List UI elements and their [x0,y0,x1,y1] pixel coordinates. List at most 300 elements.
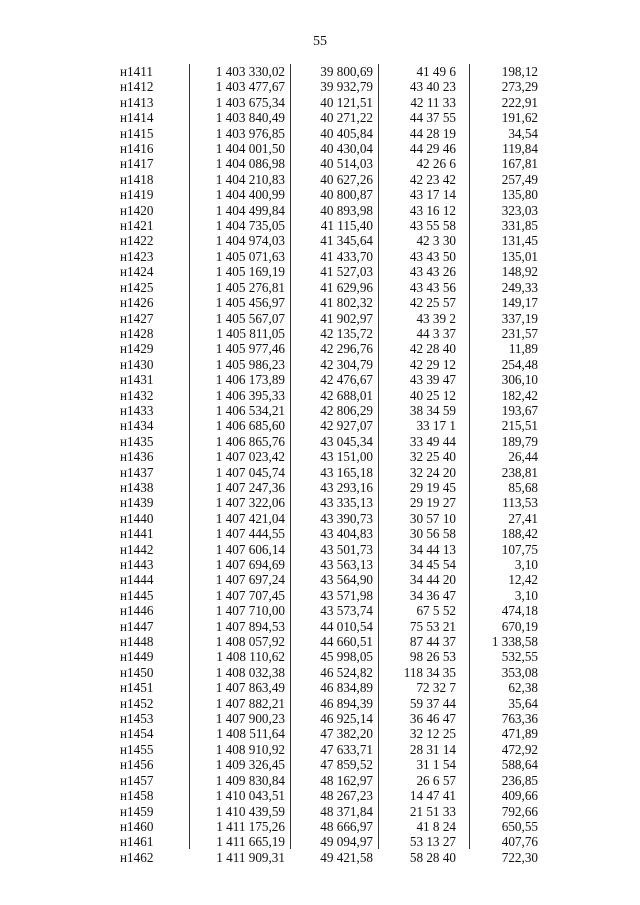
coord-y-cell: 47 859,52 [320,757,373,773]
direction-angle-cell: 44 29 46 [409,141,456,157]
coord-y-cell: 41 345,64 [320,233,373,249]
coord-x-cell: 1 408 110,62 [216,649,285,665]
coord-x-cell: 1 408 910,92 [215,741,285,757]
coord-y-cell: 47 633,71 [320,741,373,757]
coord-x-cell: 1 403 976,85 [215,125,285,141]
table-row [112,665,538,680]
coord-y-cell: 39 932,79 [320,79,373,95]
point-id-cell: н1441 [120,526,154,542]
coord-x-cell: 1 406 865,76 [215,433,285,449]
direction-angle-cell: 33 17 1 [416,418,456,434]
point-id-cell: н1427 [120,310,154,326]
distance-cell: 191,62 [501,110,538,126]
coord-x-cell: 1 404 086,98 [215,156,285,172]
coord-x-cell: 1 407 694,69 [215,557,285,572]
point-id-cell: н1454 [120,726,154,742]
coord-x-cell: 1 406 685,60 [215,418,285,434]
table-row [112,434,538,449]
point-id-cell: н1457 [120,772,154,788]
distance-cell: 532,55 [501,649,538,665]
point-id-cell: н1440 [120,510,154,526]
distance-cell: 107,75 [501,541,538,557]
table-row [112,95,538,110]
distance-cell: 188,42 [501,526,538,542]
table-row [112,357,538,372]
coord-y-cell: 41 527,03 [320,264,373,280]
distance-cell: 3,10 [514,557,538,572]
table-row [112,64,538,79]
table-row [112,557,538,572]
coord-y-cell: 43 151,00 [320,449,373,465]
point-id-cell: н1430 [120,356,154,372]
coord-y-cell: 43 390,73 [320,510,373,526]
table-row [112,526,538,541]
table-row [112,172,538,187]
table-row [112,819,538,834]
table-row [112,696,538,711]
coord-y-cell: 43 335,13 [320,495,373,511]
coord-y-cell: 43 564,90 [320,572,373,588]
coord-y-cell: 42 135,72 [320,325,373,341]
page-number: 55 [313,34,327,49]
coord-x-cell: 1 404 400,99 [215,187,285,203]
table-row [112,187,538,202]
distance-cell: 331,85 [501,218,538,234]
distance-cell: 474,18 [501,603,538,619]
table-row [112,480,538,495]
distance-cell: 222,91 [501,94,538,110]
coord-x-cell: 1 404 210,83 [215,171,285,187]
point-id-cell: н1447 [120,618,154,634]
point-id-cell: н1450 [120,664,154,680]
coord-x-cell: 1 407 606,14 [215,541,285,557]
direction-angle-cell: 30 57 10 [409,510,456,526]
distance-cell: 670,19 [501,618,538,634]
coord-y-cell: 42 296,76 [320,341,373,357]
point-id-cell: н1435 [120,433,154,449]
distance-cell: 85,68 [508,479,538,495]
direction-angle-cell: 44 37 55 [409,110,456,126]
coord-x-cell: 1 404 001,50 [215,141,285,157]
distance-cell: 131,45 [501,233,538,249]
point-id-cell: н1416 [120,141,154,157]
direction-angle-cell: 98 26 53 [409,649,456,665]
table-row [112,126,538,141]
direction-angle-cell: 42 11 33 [410,94,456,110]
direction-angle-cell: 36 46 47 [409,711,456,727]
table-row [112,649,538,664]
table-row [112,233,538,248]
coord-y-cell: 43 573,74 [320,603,373,619]
distance-cell: 409,66 [501,788,538,804]
distance-cell: 34,54 [508,125,538,141]
table-row [112,511,538,526]
direction-angle-cell: 42 26 6 [416,156,456,172]
coord-x-cell: 1 409 830,84 [215,772,285,788]
distance-cell: 182,42 [501,387,538,403]
point-id-cell: н1444 [120,572,154,588]
distance-cell: 215,51 [501,418,538,434]
distance-cell: 763,36 [501,711,538,727]
distance-cell: 135,01 [501,248,538,264]
point-id-cell: н1443 [120,557,154,572]
coord-x-cell: 1 405 977,46 [215,341,285,357]
point-id-cell: н1456 [120,757,154,773]
coord-y-cell: 42 927,07 [320,418,373,434]
point-id-cell: н1423 [120,248,154,264]
coord-y-cell: 40 405,84 [320,125,373,141]
point-id-cell: н1431 [120,372,154,388]
coord-x-cell: 1 405 071,63 [215,248,285,264]
direction-angle-cell: 34 45 54 [409,557,456,572]
coord-y-cell: 43 404,83 [320,526,373,542]
coord-y-cell: 41 629,96 [320,279,373,295]
coord-y-cell: 48 371,84 [320,803,373,819]
coord-x-cell: 1 405 567,07 [215,310,285,326]
direction-angle-cell: 34 44 20 [409,572,456,588]
point-id-cell: н1412 [120,79,154,95]
coord-x-cell: 1 407 900,23 [215,711,285,727]
direction-angle-cell: 43 55 58 [409,218,456,234]
coord-y-cell: 41 902,97 [320,310,373,326]
distance-cell: 588,64 [501,757,538,773]
point-id-cell: н1420 [120,202,154,218]
distance-cell: 148,92 [501,264,538,280]
coordinates-table [112,64,538,865]
table-row [112,156,538,171]
table-row [112,603,538,618]
distance-cell: 27,41 [508,510,538,526]
coord-y-cell: 40 893,98 [320,202,373,218]
coord-y-cell: 45 998,05 [320,649,373,665]
point-id-cell: н1418 [120,171,154,187]
coord-x-cell: 1 408 032,38 [215,664,285,680]
coord-y-cell: 46 894,39 [320,695,373,711]
coord-x-cell: 1 407 023,42 [215,449,285,465]
coord-y-cell: 40 514,03 [320,156,373,172]
coord-y-cell: 40 627,26 [320,171,373,187]
coord-x-cell: 1 407 710,00 [215,603,285,619]
table-row [112,572,538,587]
coord-x-cell: 1 407 322,06 [215,495,285,511]
coord-x-cell: 1 411 175,26 [216,818,285,834]
table-row [112,203,538,218]
distance-cell: 11,89 [508,341,538,357]
direction-angle-cell: 14 47 41 [409,788,456,804]
direction-angle-cell: 44 3 37 [416,325,456,341]
direction-angle-cell: 41 8 24 [416,818,456,834]
direction-angle-cell: 29 19 27 [409,495,456,511]
table-row [112,449,538,464]
coord-x-cell: 1 404 974,03 [215,233,285,249]
direction-angle-cell: 42 25 57 [409,295,456,311]
point-id-cell: н1437 [120,464,154,480]
direction-angle-cell: 32 25 40 [409,449,456,465]
coord-x-cell: 1 411 909,31 [216,849,285,865]
coord-y-cell: 43 501,73 [320,541,373,557]
point-id-cell: н1417 [120,156,154,172]
distance-cell: 193,67 [501,402,538,418]
coord-x-cell: 1 407 421,04 [215,510,285,526]
distance-cell: 472,92 [501,741,538,757]
point-id-cell: н1449 [120,649,154,665]
coord-x-cell: 1 403 477,67 [215,79,285,95]
table-row [112,773,538,788]
direction-angle-cell: 34 36 47 [409,587,456,603]
coord-x-cell: 1 407 863,49 [215,680,285,696]
table-row [112,141,538,156]
point-id-cell: н1434 [120,418,154,434]
table-row [112,418,538,433]
point-id-cell: н1459 [120,803,154,819]
table-row [112,79,538,94]
coord-y-cell: 41 802,32 [320,295,373,311]
coord-y-cell: 47 382,20 [320,726,373,742]
direction-angle-cell: 43 39 47 [409,372,456,388]
coord-y-cell: 40 430,04 [320,141,373,157]
direction-angle-cell: 41 49 6 [416,64,456,79]
direction-angle-cell: 29 19 45 [409,479,456,495]
coord-x-cell: 1 403 840,49 [215,110,285,126]
coord-y-cell: 40 121,51 [320,94,373,110]
coord-x-cell: 1 405 276,81 [215,279,285,295]
direction-angle-cell: 33 49 44 [409,433,456,449]
point-id-cell: н1452 [120,695,154,711]
coord-y-cell: 40 271,22 [320,110,373,126]
coord-x-cell: 1 407 045,74 [215,464,285,480]
direction-angle-cell: 40 25 12 [409,387,456,403]
coord-x-cell: 1 403 330,02 [215,64,285,79]
table-row [112,372,538,387]
coord-y-cell: 44 010,54 [320,618,373,634]
direction-angle-cell: 118 34 35 [403,664,456,680]
table-row [112,218,538,233]
coord-x-cell: 1 405 811,05 [216,325,285,341]
direction-angle-cell: 43 16 12 [409,202,456,218]
coord-x-cell: 1 405 986,23 [215,356,285,372]
coord-y-cell: 42 806,29 [320,402,373,418]
table-row [112,619,538,634]
table-row [112,711,538,726]
coord-y-cell: 42 304,79 [320,356,373,372]
distance-cell: 135,80 [501,187,538,203]
coord-y-cell: 46 925,14 [320,711,373,727]
coord-y-cell: 41 433,70 [320,248,373,264]
distance-cell: 149,17 [501,295,538,311]
direction-angle-cell: 31 1 54 [416,757,456,773]
coord-x-cell: 1 411 665,19 [216,834,285,850]
coord-x-cell: 1 407 882,21 [215,695,285,711]
point-id-cell: н1419 [120,187,154,203]
coord-y-cell: 43 165,18 [320,464,373,480]
direction-angle-cell: 26 6 57 [416,772,456,788]
distance-cell: 119,84 [502,141,538,157]
point-id-cell: н1432 [120,387,154,403]
coord-x-cell: 1 405 169,19 [215,264,285,280]
coord-y-cell: 48 267,23 [320,788,373,804]
point-id-cell: н1433 [120,402,154,418]
direction-angle-cell: 58 28 40 [409,849,456,865]
point-id-cell: н1460 [120,818,154,834]
distance-cell: 167,81 [501,156,538,172]
coord-y-cell: 42 476,67 [320,372,373,388]
direction-angle-cell: 28 31 14 [409,741,456,757]
direction-angle-cell: 43 39 2 [416,310,456,326]
point-id-cell: н1414 [120,110,154,126]
coord-x-cell: 1 405 456,97 [215,295,285,311]
table-row [112,341,538,356]
point-id-cell: н1453 [120,711,154,727]
coord-x-cell: 1 410 043,51 [215,788,285,804]
direction-angle-cell: 42 23 42 [409,171,456,187]
coord-y-cell: 44 660,51 [320,634,373,650]
distance-cell: 3,10 [514,587,538,603]
point-id-cell: н1439 [120,495,154,511]
direction-angle-cell: 42 3 30 [416,233,456,249]
coord-y-cell: 49 094,97 [320,834,373,850]
coord-y-cell: 41 115,40 [320,218,373,234]
table-row [112,110,538,125]
direction-angle-cell: 43 43 26 [409,264,456,280]
coord-x-cell: 1 407 894,53 [215,618,285,634]
point-id-cell: н1451 [120,680,154,696]
table-row [112,742,538,757]
table-row [112,588,538,603]
distance-cell: 198,12 [501,64,538,79]
direction-angle-cell: 87 44 37 [409,634,456,650]
coord-y-cell: 43 563,13 [320,557,373,572]
coord-y-cell: 49 421,58 [320,849,373,865]
coord-x-cell: 1 404 499,84 [215,202,285,218]
distance-cell: 722,30 [501,849,538,865]
table-row [112,495,538,510]
distance-cell: 12,42 [508,572,538,588]
point-id-cell: н1442 [120,541,154,557]
point-id-cell: н1428 [120,325,154,341]
point-id-cell: н1415 [120,125,154,141]
distance-cell: 236,85 [501,772,538,788]
coord-x-cell: 1 410 439,59 [215,803,285,819]
distance-cell: 231,57 [501,325,538,341]
table-row [112,465,538,480]
distance-cell: 323,03 [501,202,538,218]
point-id-cell: н1448 [120,634,154,650]
table-row [112,804,538,819]
distance-cell: 249,33 [501,279,538,295]
table-row [112,249,538,264]
coord-y-cell: 46 524,82 [320,664,373,680]
distance-cell: 238,81 [501,464,538,480]
coord-x-cell: 1 403 675,34 [215,94,285,110]
table-row [112,542,538,557]
direction-angle-cell: 38 34 59 [409,402,456,418]
distance-cell: 254,48 [501,356,538,372]
point-id-cell: н1445 [120,587,154,603]
table-row [112,280,538,295]
direction-angle-cell: 42 28 40 [409,341,456,357]
distance-cell: 273,29 [501,79,538,95]
coord-y-cell: 40 800,87 [320,187,373,203]
distance-cell: 792,66 [501,803,538,819]
distance-cell: 1 338,58 [491,634,538,650]
direction-angle-cell: 43 43 56 [409,279,456,295]
point-id-cell: н1462 [120,849,154,865]
coord-x-cell: 1 406 534,21 [215,402,285,418]
table-row [112,634,538,649]
distance-cell: 337,19 [501,310,538,326]
coord-y-cell: 48 666,97 [320,818,373,834]
point-id-cell: н1458 [120,788,154,804]
direction-angle-cell: 21 51 33 [409,803,456,819]
point-id-cell: н1438 [120,479,154,495]
table-row [112,726,538,741]
coord-x-cell: 1 408 057,92 [215,634,285,650]
table-row [112,311,538,326]
coord-x-cell: 1 409 326,45 [215,757,285,773]
direction-angle-cell: 32 12 25 [409,726,456,742]
coord-x-cell: 1 406 173,89 [215,372,285,388]
point-id-cell: н1429 [120,341,154,357]
point-id-cell: н1421 [120,218,154,234]
point-id-cell: н1413 [120,94,154,110]
direction-angle-cell: 72 32 7 [416,680,456,696]
distance-cell: 113,53 [502,495,538,511]
coord-y-cell: 39 800,69 [320,64,373,79]
distance-cell: 471,89 [501,726,538,742]
table-row [112,295,538,310]
coord-y-cell: 48 162,97 [320,772,373,788]
point-id-cell: н1461 [120,834,154,850]
distance-cell: 189,79 [501,433,538,449]
distance-cell: 26,44 [508,449,538,465]
coord-x-cell: 1 407 707,45 [215,587,285,603]
point-id-cell: н1425 [120,279,154,295]
distance-cell: 257,49 [501,171,538,187]
point-id-cell: н1411 [120,64,153,79]
coord-y-cell: 43 045,34 [320,433,373,449]
coord-x-cell: 1 407 444,55 [215,526,285,542]
point-id-cell: н1446 [120,603,154,619]
table-row [112,834,538,849]
direction-angle-cell: 59 37 44 [409,695,456,711]
table-row [112,388,538,403]
table-row [112,788,538,803]
coord-y-cell: 46 834,89 [320,680,373,696]
direction-angle-cell: 32 24 20 [409,464,456,480]
table-row [112,403,538,418]
coord-y-cell: 43 293,16 [320,479,373,495]
point-id-cell: н1422 [120,233,154,249]
table-row [112,326,538,341]
table-row [112,757,538,772]
direction-angle-cell: 30 56 58 [409,526,456,542]
distance-cell: 62,38 [508,680,538,696]
coord-x-cell: 1 408 511,64 [216,726,285,742]
coord-x-cell: 1 407 247,36 [215,479,285,495]
distance-cell: 306,10 [501,372,538,388]
table-row [112,850,538,865]
direction-angle-cell: 53 13 27 [409,834,456,850]
point-id-cell: н1426 [120,295,154,311]
direction-angle-cell: 43 40 23 [409,79,456,95]
coord-x-cell: 1 406 395,33 [215,387,285,403]
point-id-cell: н1436 [120,449,154,465]
point-id-cell: н1455 [120,741,154,757]
direction-angle-cell: 43 43 50 [409,248,456,264]
coord-x-cell: 1 404 735,05 [215,218,285,234]
table-row [112,264,538,279]
point-id-cell: н1424 [120,264,154,280]
